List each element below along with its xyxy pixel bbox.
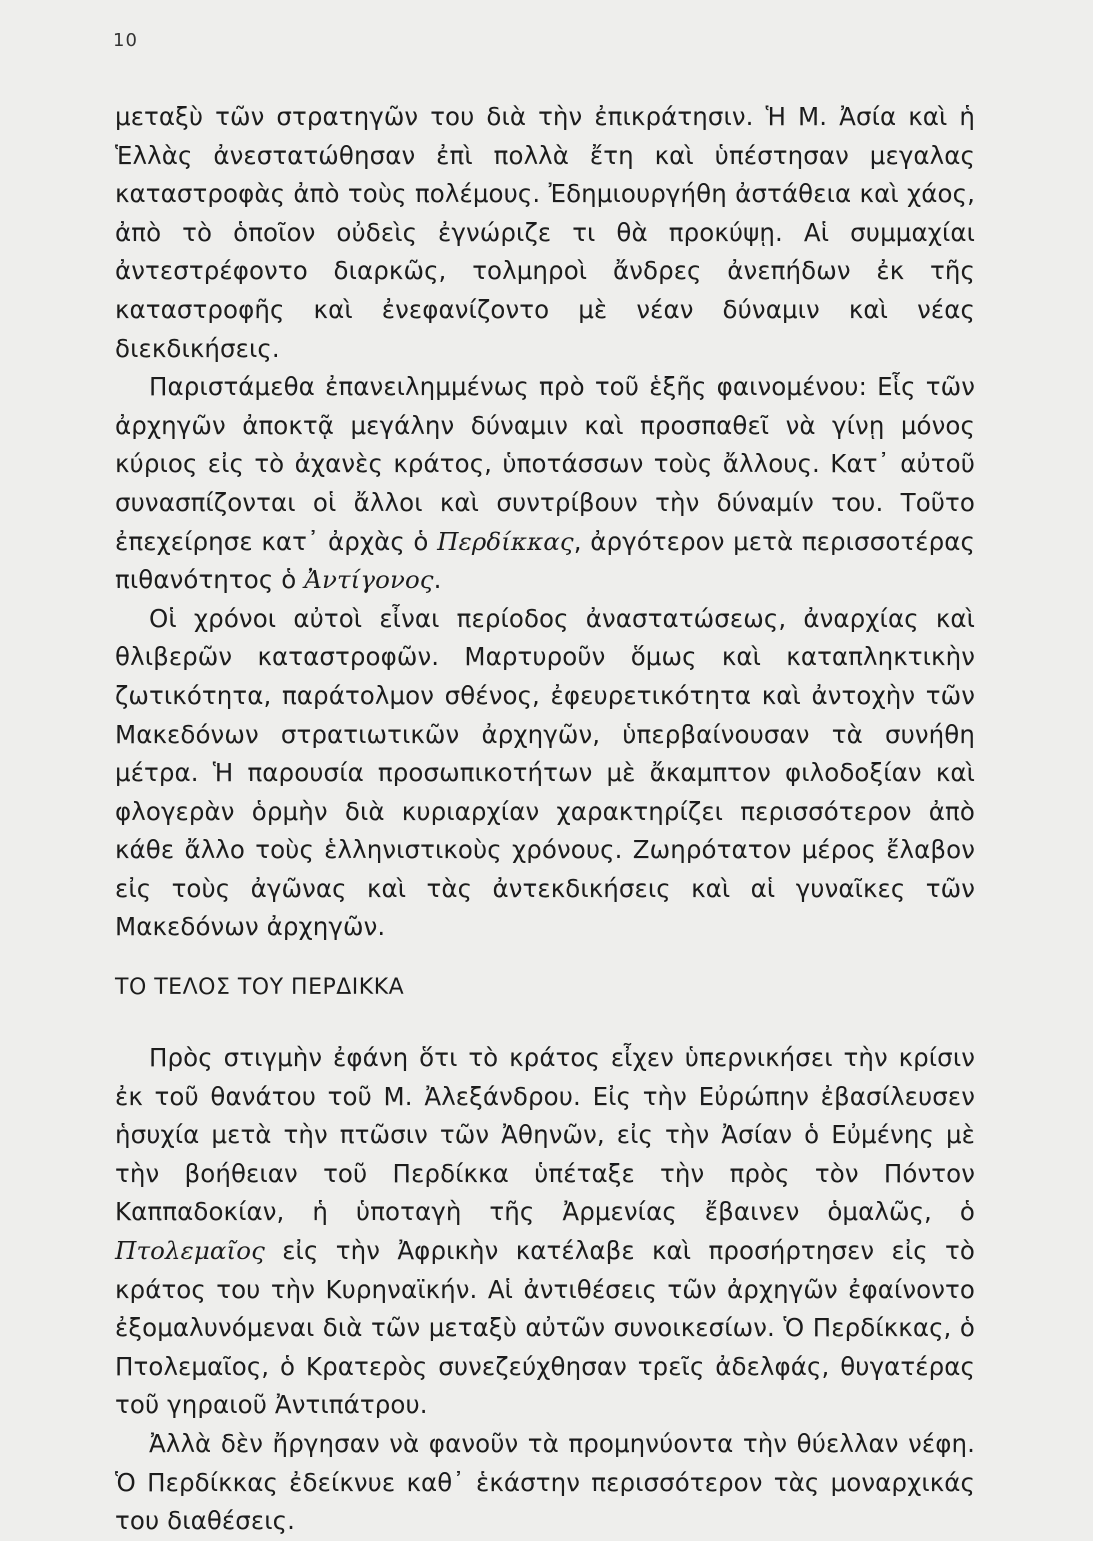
paragraph-2-text-b: , ἀργότερον μετὰ περισσοτέρας πιθανότητος ὁ [115,526,975,595]
paragraph-4 [115,1039,975,1425]
page-number: 10 [113,30,138,51]
name-antigonos: Ἀντίγονος [304,565,434,595]
paragraph-1: μεταξὺ τῶν στρατηγῶν του διὰ τὴν ἐπικράτησιν. Ἡ Μ. Ἀσία καὶ ἡ Ἑλλὰς ἀνεστατώθησαν ἐπὶ πολλὰ ἔτη καὶ ὑπέστησαν μεγαλας καταστροφὰς ἀπὸ τοὺς πολέμους. Ἐδημιουργήθη ἀστάθεια καὶ χάος, ἀπὸ τὸ ὁποῖον οὐδεὶς ἐγνώριζε τι θὰ προκύψῃ. Αἱ συμμαχίαι ἀντεστρέφοντο διαρκῶς, τολμηροὶ ἄνδρες ἀνεπήδων ἐκ τῆς καταστροφῆς καὶ ἐνεφανίζοντο μὲ νέαν δύναμιν καὶ νέας διεκδικήσεις. [115,102,975,363]
paragraph-4-text-b: εἰς τὴν Ἀφρικὴν κατέλαβε καὶ προσήρτησεν εἰς τὸ κράτος του τὴν Κυρηναϊκήν. Αἱ ἀντιθέσεις τῶν ἀρχηγῶν ἐφαίνοντο ἐξομαλυνόμεναι διὰ τῶν μεταξὺ αὐτῶν συνοικεσίων. Ὁ Περδίκκας, ὁ Πτολεμαῖος, ὁ Κρατερὸς συνεζεύχθησαν τρεῖς ἀδελφάς, θυγατέρας τοῦ γηραιοῦ Ἀντιπάτρου. [115,1236,975,1420]
paragraph-2 [115,368,975,600]
paragraph-4-text-a: Πρὸς στιγμὴν ἐφάνη ὅτι τὸ κράτος εἶχεν ὑπερνικήσει τὴν κρίσιν ἐκ τοῦ θανάτου τοῦ Μ. Ἀλεξάνδρου. Εἰς τὴν Εὐρώπην ἐβασίλευσεν ἡσυχία μετὰ τὴν πτῶσιν τῶν Ἀθηνῶν, εἰς τὴν Ἀσίαν ὁ Εὐμένης μὲ τὴν βοήθειαν τοῦ Περδίκκα ὑπέταξε τὴν πρὸς τὸν Πόντον Καππαδοκίαν, ἡ ὑποταγὴ τῆς Ἀρμενίας ἔβαινεν ὁμαλῶς, ὁ [115,1043,975,1227]
name-perdikkas: Περδίκκας [437,526,574,556]
body-text [115,98,975,1541]
paragraph-2-text-a: Παριστάμεθα ἐπανειλημμένως πρὸ τοῦ ἑξῆς φαινομένου: Εἷς τῶν ἀρχηγῶν ἀποκτᾷ μεγάλην δύναμιν καὶ προσπαθεῖ νὰ γίνῃ μόνος κύριος εἰς τὸ ἀχανὲς κράτος, ὑποτάσσων τοὺς ἄλλους. Κατ᾽ αὐτοῦ συνασπίζονται οἱ ἄλλοι καὶ συντρίβουν τὴν δύναμίν του. Τοῦτο ἐπεχείρησε κατ᾽ ἀρχὰς ὁ [115,372,975,556]
paragraph-3: Οἱ χρόνοι αὐτοὶ εἶναι περίοδος ἀναστατώσεως, ἀναρχίας καὶ θλιβερῶν καταστροφῶν. Μαρτυροῦν ὅμως καὶ καταπληκτικὴν ζωτικότητα, παράτολμον σθένος, ἐφευρετικότητα καὶ ἀντοχὴν τῶν Μακεδόνων στρατιωτικῶν ἀρχηγῶν, ὑπερβαίνουσαν τὰ συνήθη μέτρα. Ἡ παρουσία προσωπικοτήτων μὲ ἄκαμπτον φιλοδοξίαν καὶ φλογερὰν ὁρμὴν διὰ κυριαρχίαν χαρακτηρίζει περισσότερον ἀπὸ κάθε ἄλλο τοὺς ἑλληνιστικοὺς χρόνους. Ζωηρότατον μέρος ἔλαβον εἰς τοὺς ἀγῶνας καὶ τὰς ἀντεκδικήσεις καὶ αἱ γυναῖκες τῶν Μακεδόνων ἀρχηγῶν. [115,603,975,942]
paragraph-5: Ἀλλὰ δὲν ἤργησαν νὰ φανοῦν τὰ προμηνύοντα τὴν θύελλαν νέφη. Ὁ Περδίκκας ἐδείκνυε καθ᾽ ἑκάστην περισσότερον τὰς μοναρχικάς του διαθέσεις. [115,1429,975,1536]
section-heading: ΤΟ ΤΕΛΟΣ ΤΟΥ ΠΕΡΔΙΚΚΑ [115,975,405,1001]
name-ptolemaios: Πτολεμαῖος [115,1236,265,1266]
paragraph-2-text-c: . [433,565,442,595]
